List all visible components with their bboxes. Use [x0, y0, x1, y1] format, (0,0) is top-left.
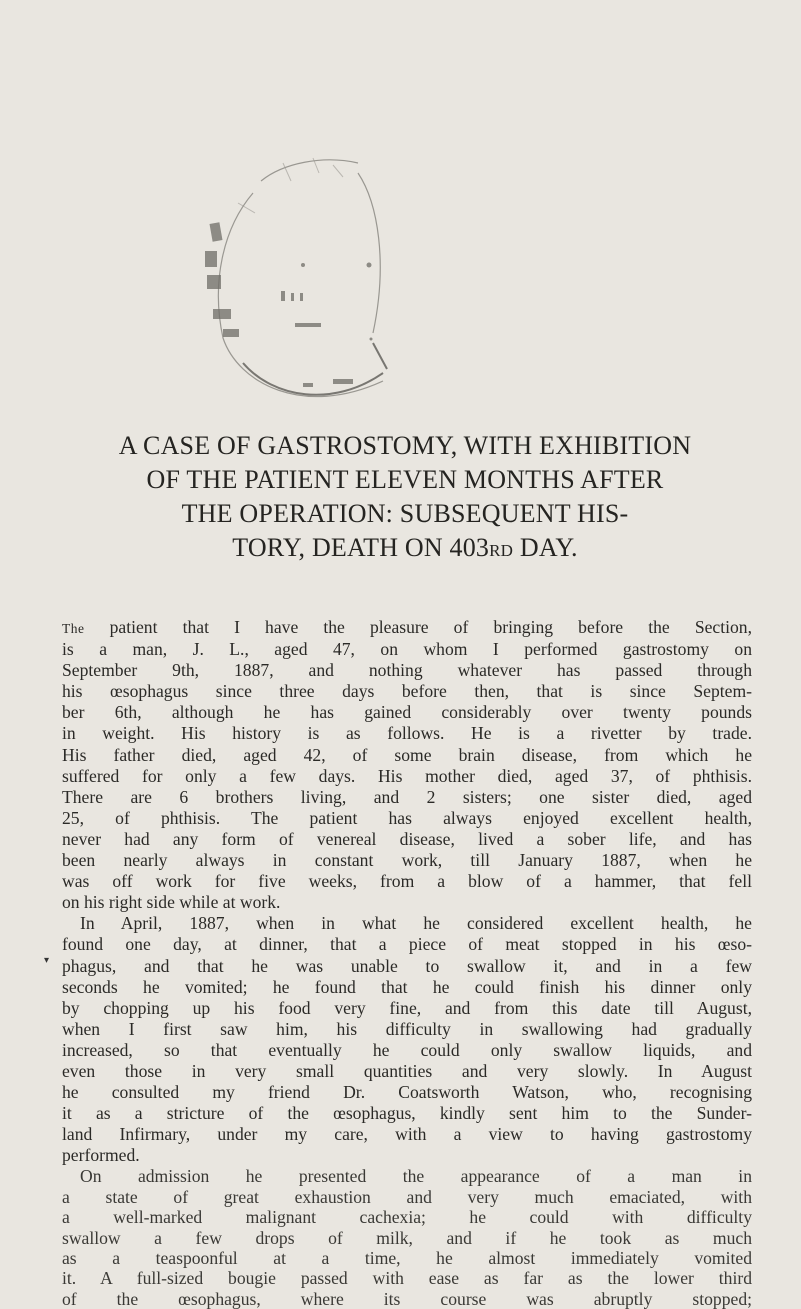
text-line: when I first saw him, his difficulty in swallowing had gradually	[62, 1018, 752, 1039]
text-line: his œsophagus since three days before then, that is since Septem-	[62, 681, 752, 702]
text-line: phagus, and that he was unable to swallow it, and in a few	[62, 955, 752, 976]
text-line: increased, so that eventually he could only swallow liquids, and	[62, 1039, 752, 1060]
margin-mark: ▾	[44, 955, 50, 966]
text-line: 25, of phthisis. The patient has always enjoyed excellent health,	[62, 807, 752, 828]
text-line: performed.	[62, 1145, 140, 1166]
article-body	[62, 617, 752, 1309]
title-ordinal-suffix: RD	[489, 541, 514, 560]
text-line: he consulted my friend Dr. Coatsworth Watson, who, recognising	[62, 1082, 752, 1103]
text-line: it as a stricture of the œsophagus, kindly sent him to the Sunder-	[62, 1103, 752, 1124]
title-line	[60, 531, 750, 568]
paragraph-2	[62, 913, 752, 1166]
text-line: ber 6th, although he has gained considerably over twenty pounds	[62, 702, 752, 723]
text-line: of the œsophagus, where its course was abruptly stopped;	[62, 1288, 752, 1309]
title-line: OF THE PATIENT ELEVEN MONTHS AFTER	[146, 465, 664, 494]
text-line: swallow a few drops of milk, and if he took as much	[62, 1227, 752, 1248]
text-line: In April, 1887, when in what he considered excellent health, he	[80, 913, 752, 934]
title-last-end: DAY.	[513, 533, 578, 562]
text-line: a well-marked malignant cachexia; he could with difficulty	[62, 1207, 752, 1228]
text-line: as a teaspoonful at a time, he almost immediately vomited	[62, 1248, 752, 1269]
text-line: The patient that I have the pleasure of bringing before the Section,	[62, 617, 752, 637]
text-line: a state of great exhaustion and very much emaciated, with	[62, 1186, 752, 1207]
paragraph-3	[62, 1166, 752, 1309]
text-line: been nearly always in constant work, till January 1887, when he	[62, 850, 752, 871]
text-line: found one day, at dinner, that a piece of meat stopped in his œso-	[62, 934, 752, 955]
text-line: His father died, aged 42, of some brain disease, from which he	[62, 744, 752, 765]
text-line: land Infirmary, under my care, with a view to having gastrostomy	[62, 1124, 752, 1145]
text-line: was off work for five weeks, from a blow of a hammer, that fell	[62, 871, 752, 892]
title-line: A CASE OF GASTROSTOMY, WITH EXHIBITION	[118, 431, 692, 460]
title-line: THE OPERATION: SUBSEQUENT HIS-	[181, 499, 629, 528]
text-line: in weight. His history is as follows. He is a rivetter by trade.	[62, 723, 752, 744]
text-line: seconds he vomited; he found that he could finish his dinner only	[62, 976, 752, 997]
text-line: by chopping up his food very fine, and from this date till August,	[62, 997, 752, 1018]
text-line: never had any form of venereal disease, lived a sober life, and has	[62, 828, 752, 849]
text-line: it. A full-sized bougie passed with ease as far as the lower third	[62, 1268, 752, 1289]
text-line: There are 6 brothers living, and 2 sisters; one sister died, aged	[62, 786, 752, 807]
article-title	[60, 429, 750, 568]
library-stamp-image	[183, 133, 413, 423]
text-line: is a man, J. L., aged 47, on whom I performed gastrostomy on	[62, 639, 752, 660]
text-line: On admission he presented the appearance of a man in	[80, 1166, 752, 1187]
text-line: on his right side while at work.	[62, 892, 281, 913]
text-line: even those in very small quantities and very slowly. In August	[62, 1060, 752, 1081]
text-line: suffered for only a few days. His mother died, aged 37, of phthisis.	[62, 765, 752, 786]
paragraph-1	[62, 617, 752, 913]
title-last-prefix: TORY, DEATH ON 403	[232, 533, 490, 562]
first-word: The	[62, 621, 85, 636]
text-line: September 9th, 1887, and nothing whatever has passed through	[62, 660, 752, 681]
